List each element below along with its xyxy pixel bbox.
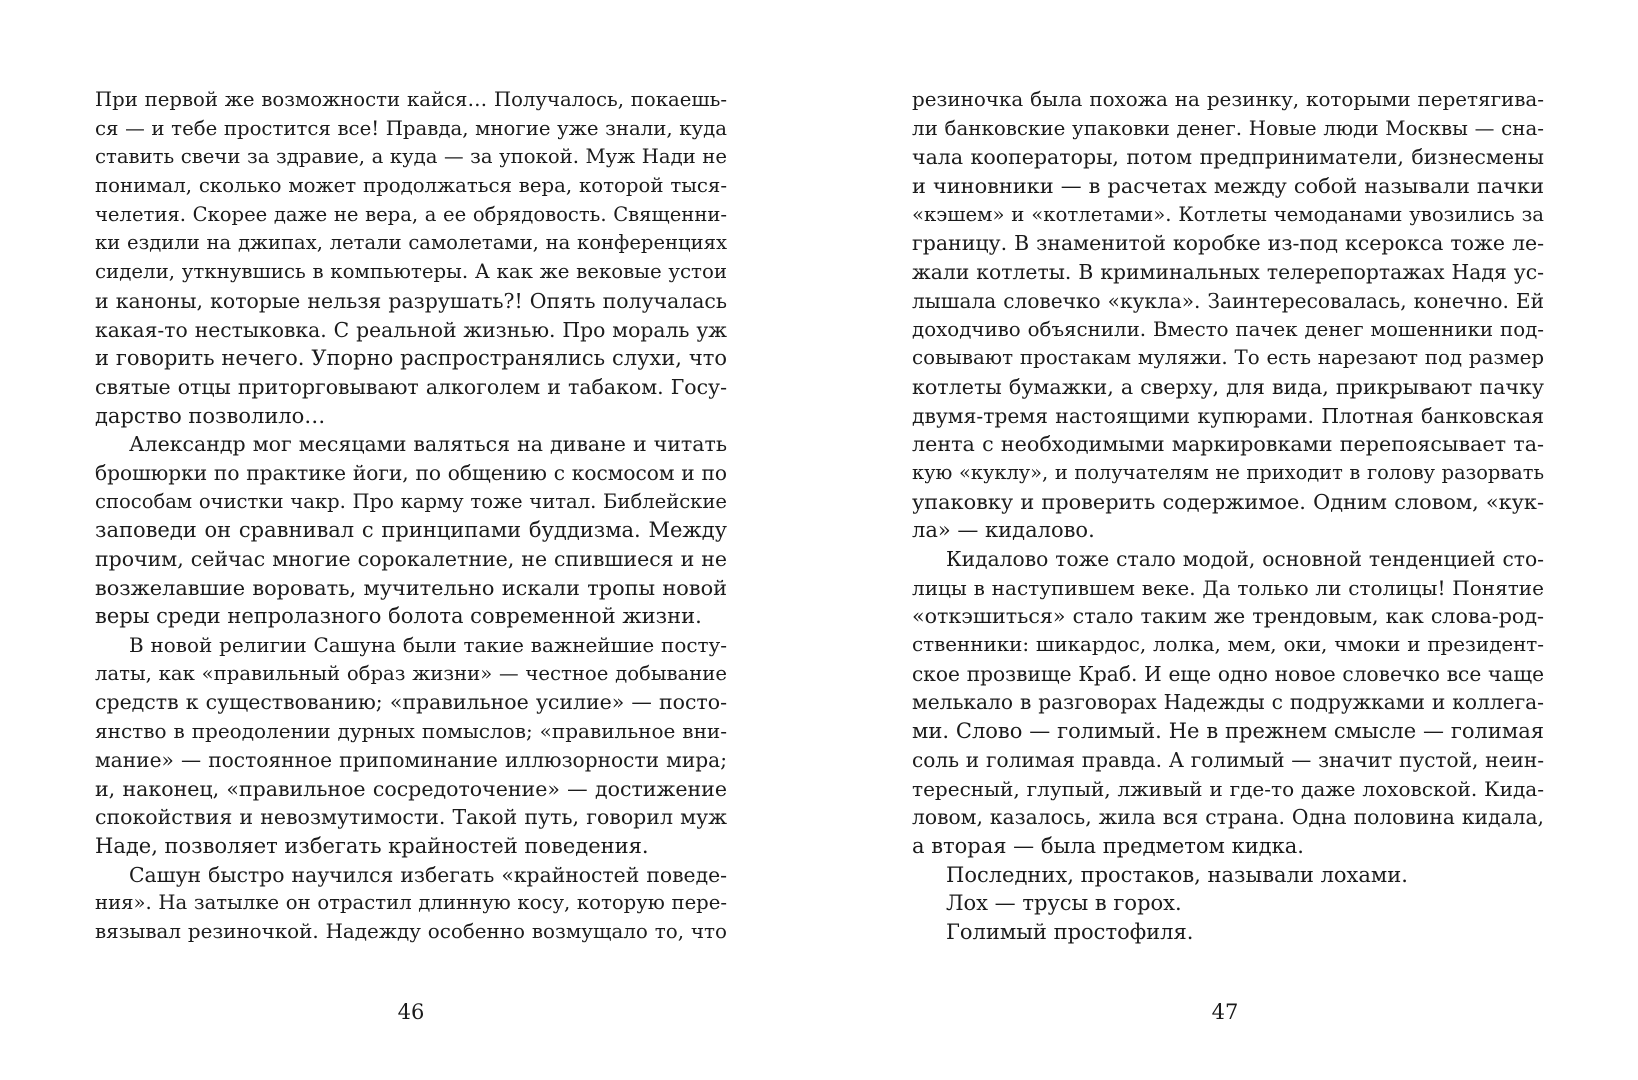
- text-line: чала кооператоры, потом предприниматели, бизнесмены: [912, 145, 1544, 170]
- text-line: веры среди непролазного болота современной жизни.: [95, 604, 702, 629]
- text-line: янство в преодолении дурных помыслов; «правильное вни-: [95, 719, 727, 744]
- text-line: и чиновники — в расчетах между собой называли пачки: [912, 174, 1544, 199]
- text-line: ставить свечи за здравие, а куда — за упокой. Муж Нади не: [95, 145, 727, 169]
- text-line: мание» — постоянное припоминание иллюзорности мира;: [95, 747, 727, 772]
- text-line: Наде, позволяет избегать крайностей поведения.: [95, 833, 649, 858]
- text-line: В новой религии Сашуна были такие важнейшие посту-: [129, 633, 727, 658]
- text-line: кую «куклу», и получателям не приходит в голову разорвать: [912, 460, 1544, 484]
- text-line: ки ездили на джипах, летали самолетами, на конференциях: [95, 231, 727, 255]
- left-page-text: [95, 86, 727, 947]
- left-page-number: 46: [397, 1000, 425, 1024]
- text-line: лицы в наступившем веке. Да только ли столицы! Понятие: [912, 575, 1544, 600]
- right-page-text: [912, 86, 1544, 947]
- text-line: сидели, уткнувшись в компьютеры. А как же вековые устои: [95, 260, 727, 284]
- text-line: ственники: шикардос, лолка, мем, оки, чмоки и президент-: [912, 633, 1544, 657]
- text-line: вязывал резиночкой. Надежду особенно возмущало то, что: [95, 919, 727, 943]
- text-line: спокойствия и невозмутимости. Такой путь, говорил муж: [95, 805, 727, 830]
- text-line: дарство позволило…: [95, 403, 326, 428]
- text-line: брошюрки по практике йоги, по общению с космосом и по: [95, 460, 727, 485]
- text-line: ла» — кидалово.: [912, 518, 1095, 543]
- text-line: Сашун быстро научился избегать «крайностей поведе-: [129, 862, 727, 887]
- text-line: Кидалово тоже стало модой, основной тенденцией сто-: [946, 547, 1544, 571]
- text-line: Лох — трусы в горох.: [946, 891, 1182, 916]
- text-line: Александр мог месяцами валяться на диване и читать: [129, 432, 727, 457]
- text-line: соль и голимая правда. А голимый — значит пустой, неин-: [912, 747, 1544, 772]
- text-line: способам очистки чакр. Про карму тоже читал. Библейские: [95, 489, 727, 513]
- text-line: ния». На затылке он отрастил длинную косу, которую пере-: [95, 891, 727, 915]
- text-line: упаковку и проверить содержимое. Одним словом, «кук-: [912, 489, 1544, 514]
- text-line: латы, как «правильный образ жизни» — честное добывание: [95, 661, 727, 685]
- right-page-number: 47: [1211, 1000, 1239, 1024]
- text-line: ловом, казалось, жила вся страна. Одна половина кидала,: [912, 805, 1544, 830]
- text-line: двумя-тремя настоящими купюрами. Плотная банковская: [912, 403, 1544, 428]
- text-line: ся — и тебе простится все! Правда, многие уже знали, куда: [95, 116, 727, 140]
- text-line: тересный, глупый, лживый и где-то даже лоховской. Кида-: [912, 776, 1544, 801]
- text-line: ми. Слово — голимый. Не в прежнем смысле — голимая: [912, 719, 1544, 744]
- text-line: резиночка была похожа на резинку, которыми перетягива-: [912, 88, 1544, 111]
- text-line: лышала словечко «кукла». Заинтересовалась, конечно. Ей: [912, 288, 1544, 313]
- text-line: а вторая — была предметом кидка.: [912, 833, 1304, 858]
- text-line: и, наконец, «правильное сосредоточение» — достижение: [95, 776, 727, 801]
- text-line: «кэшем» и «котлетами». Котлеты чемоданами увозились за: [912, 202, 1544, 226]
- text-line: святые отцы приторговывают алкоголем и табаком. Госу-: [95, 374, 727, 399]
- text-line: какая-то нестыковка. С реальной жизнью. Про мораль уж: [95, 317, 727, 342]
- text-line: и говорить нечего. Упорно распространялись слухи, что: [95, 346, 727, 371]
- text-line: понимал, сколько может продолжаться вера, которой тыся-: [95, 174, 727, 198]
- text-line: ли банковские упаковки денег. Новые люди Москвы — сна-: [912, 116, 1544, 140]
- text-line: совывают простакам муляжи. То есть нарезают под размер: [912, 346, 1544, 370]
- text-line: Последних, простаков, называли лохами.: [946, 862, 1408, 887]
- text-line: челетия. Скорее даже не вера, а ее обрядовость. Священни-: [95, 202, 727, 226]
- text-line: «откэшиться» стало таким же трендовым, как слова-род-: [912, 604, 1544, 629]
- text-line: возжелавшие воровать, мучительно искали тропы новой: [95, 575, 727, 600]
- text-line: и каноны, которые нельзя разрушать?! Опять получалась: [95, 288, 727, 313]
- text-line: жали котлеты. В криминальных телерепортажах Надя ус-: [912, 260, 1544, 285]
- text-line: мелькало в разговорах Надежды с подружками и коллега-: [912, 690, 1544, 715]
- text-line: котлеты бумажки, а сверху, для вида, прикрывают пачку: [912, 374, 1544, 399]
- text-line: Голимый простофиля.: [946, 919, 1194, 944]
- text-line: средств к существованию; «правильное усилие» — посто-: [95, 690, 727, 715]
- text-line: границу. В знаменитой коробке из-под ксерокса тоже ле-: [912, 231, 1544, 256]
- text-line: доходчиво объяснили. Вместо пачек денег мошенники под-: [912, 317, 1544, 341]
- text-line: При первой же возможности кайся… Получалось, покаешь-: [95, 88, 727, 111]
- text-line: ское прозвище Краб. И еще одно новое словечко все чаще: [912, 661, 1544, 686]
- text-line: заповеди он сравнивал с принципами буддизма. Между: [95, 518, 727, 543]
- text-line: прочим, сейчас многие сорокалетние, не спившиеся и не: [95, 547, 727, 571]
- text-line: лента с необходимыми маркировками перепоясывает та-: [912, 432, 1544, 457]
